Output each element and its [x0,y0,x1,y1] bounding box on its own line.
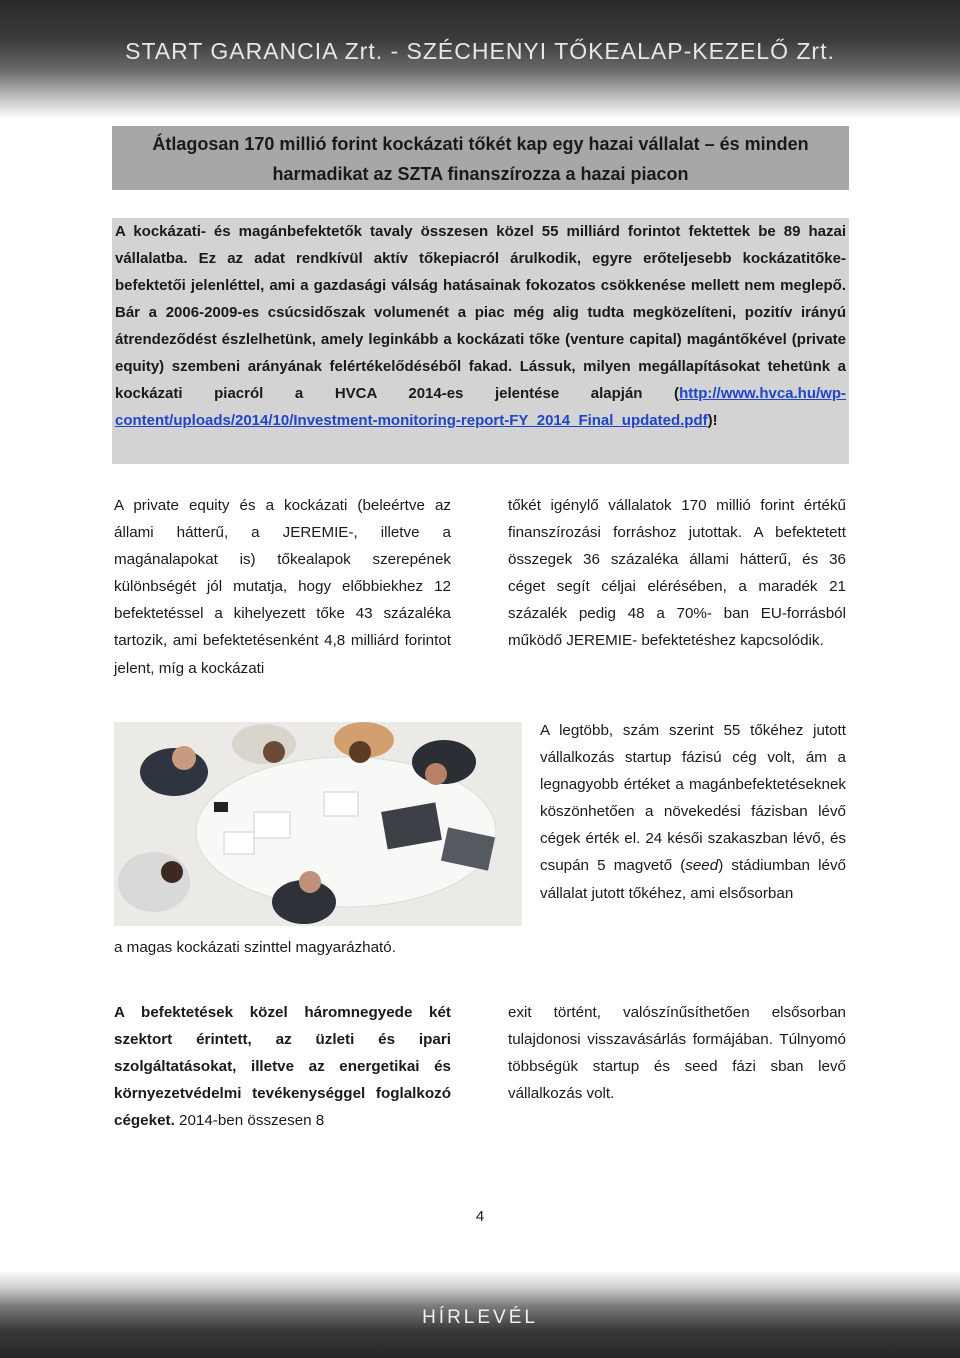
lead-paragraph [112,218,849,464]
paragraph-3-left-text [114,999,451,1134]
article-title-line-1: Átlagosan 170 millió forint kockázati tőkét kap egy hazai vállalat – és minden [152,134,809,154]
article-title-line-2: harmadikat az SZTA finanszírozza a hazai piacon [272,164,689,184]
business-meeting-illustration [114,722,522,926]
business-meeting-photo [114,722,522,926]
footer-title: HÍRLEVÉL [422,1307,538,1328]
paragraph-3-right [508,999,846,1107]
hvca-report-link[interactable]: http://www.hvca.hu/wp-content/uploads/2014/10/Investment-monitoring-report-FY_2014_Final_updated.pdf [115,385,846,429]
paragraph-3-left [114,999,451,1134]
paragraph-2-right-text [540,717,846,907]
paragraph-3-right-text: exit történt, valószínűsíthetően elsősorban tulajdonosi visszavásárlás formájában. Túlnyomó többségük startup és seed fázi sban levő vállalkozás volt. [508,1004,846,1103]
paragraph-2-bottom [114,934,514,961]
paragraph-3-left-rest: 2014-ben összesen 8 [174,1112,325,1130]
seed-term: seed [685,857,719,875]
paragraph-2-right [540,717,846,907]
paragraph-2-bottom-text: a magas kockázati szinttel magyarázható. [114,939,396,956]
article-title [112,126,849,190]
paragraph-3-left-bold: A befektetések közel háromnegyede két szektort érintett, az üzleti és ipari szolgáltatásokat, illetve az energetikai és környezetvédelmi tevékenységgel foglalkozó cégeket. [114,1004,451,1130]
paragraph-1-right [508,492,846,655]
paragraph-2-right-text-b: ) stádiumban lévő vállalat jutott tőkéhez, ami elsősorban [540,857,846,902]
header-title: START GARANCIA Zrt. - SZÉCHENYI TŐKEALAP-KEZELŐ Zrt. [125,38,835,64]
lead-end: )! [707,412,718,429]
paragraph-1-left-text: A private equity és a kockázati (beleértve az állami hátterű, a JEREMIE-, illetve a magánalapokat is) tőkealapok szerepének különbségét jól mutatja, hogy előbbiekhez 12 befektetéssel a kihelyezett tőke 43 százaléka tartozik, ami befektetésenként 4,8 milliárd forintot jelent, míg a kockázati [114,497,451,677]
lead-text: A kockázati- és magánbefektetők tavaly összesen közel 55 milliárd forintot fektettek be 89 hazai vállalatba. Ez az adat rendkívül aktív tőkepiacról árulkodik, egyre erőteljesebb kockázatitőke- befektetői jelenléttel, ami a gazdasági válság hatásainak fokozatos csökkenése mellett nem meglepő. Bár a 2006-2009-es csúcsidőszak volumenét a piac még alig tudta megközelíteni, pozitív irányú átrendeződést észlelhetünk, amely leginkább a kockázati tőke (venture capital) magántőkével (private equity) szembeni arányának felértékelődéséből fakad. Lássuk, milyen megállapításokat tehetünk a kockázati piacról a HVCA 2014-es jelentése alapján ( [115,223,846,402]
page-number: 4 [475,1208,485,1225]
paragraph-2-right-text-a: A legtöbb, szám szerint 55 tőkéhez jutott vállalkozás startup fázisú cég volt, ám a legnagyobb értéket a magánbefektetéseknek köszönhetően a növekedési fázisban lévő cégek érték el. 24 késői szakaszban lévő, és csupán 5 magvető ( [540,722,846,875]
paragraph-1-left [114,492,451,682]
paragraph-1-right-text: tőkét igénylő vállalatok 170 millió forint értékű finanszírozási forráshoz jutottak. A befektetett összegek 36 százaléka állami hátterű, és 36 céget segít céljai elérésében, a maradék 21 százalék pedig 48 a 70%- ban EU-forrásból működő JEREMIE- befektetéshez kapcsolódik. [508,497,846,650]
